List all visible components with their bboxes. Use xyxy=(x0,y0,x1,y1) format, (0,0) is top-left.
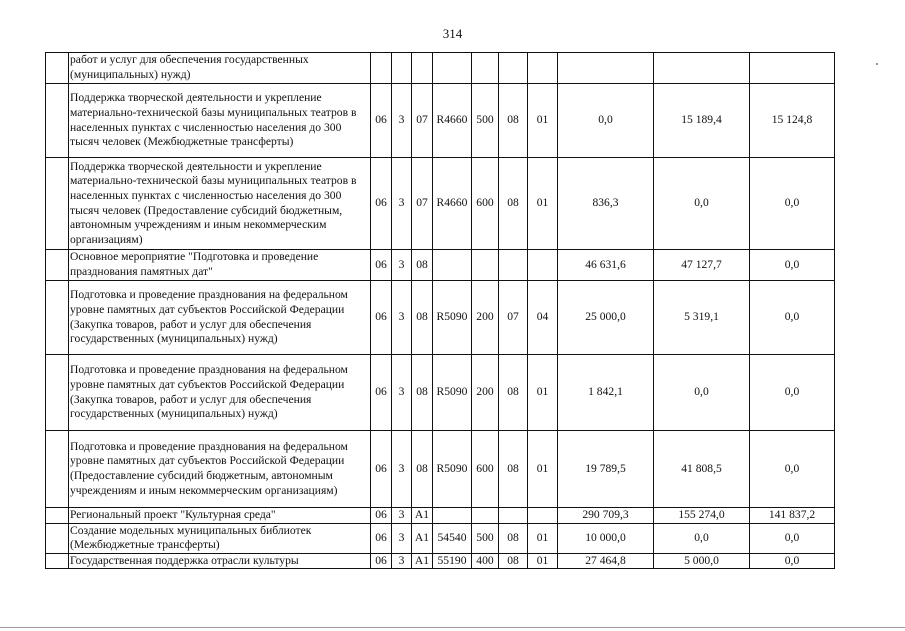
table-row xyxy=(46,281,835,355)
direction-cell xyxy=(433,508,472,524)
expense-type-cell xyxy=(472,250,499,281)
subsection-cell: 01 xyxy=(528,84,558,158)
subprogram-cell xyxy=(392,53,412,84)
table-row xyxy=(46,431,835,508)
year3-amount-cell xyxy=(750,53,835,84)
row-name-cell: Государственная поддержка отрасли культуры xyxy=(69,553,371,569)
year3-amount-cell: 0,0 xyxy=(750,523,835,553)
section-cell xyxy=(499,250,528,281)
scan-speck xyxy=(876,63,878,65)
direction-cell: R5090 xyxy=(433,431,472,508)
year2-amount-cell: 0,0 xyxy=(654,523,750,553)
grbs-cell: 06 xyxy=(371,431,392,508)
program-cell xyxy=(412,53,433,84)
section-cell xyxy=(499,508,528,524)
expense-type-cell xyxy=(472,508,499,524)
year1-amount-cell: 836,3 xyxy=(558,158,654,250)
row-name-cell: Подготовка и проведение празднования на федеральном уровне памятных дат субъектов Российской Федерации (Закупка товаров, работ и услуг для обеспечения государственных (муниципальных) нужд) xyxy=(69,355,371,431)
year3-amount-cell: 0,0 xyxy=(750,553,835,569)
year1-amount-cell: 290 709,3 xyxy=(558,508,654,524)
subsection-cell: 01 xyxy=(528,523,558,553)
year2-amount-cell: 5 319,1 xyxy=(654,281,750,355)
grbs-cell xyxy=(371,53,392,84)
subprogram-cell: 3 xyxy=(392,250,412,281)
table-row xyxy=(46,53,835,84)
program-cell: 07 xyxy=(412,158,433,250)
row-name-cell: Региональный проект "Культурная среда" xyxy=(69,508,371,524)
year1-amount-cell: 0,0 xyxy=(558,84,654,158)
left-margin-cell xyxy=(46,553,69,569)
subsection-cell: 04 xyxy=(528,281,558,355)
subprogram-cell: 3 xyxy=(392,553,412,569)
subsection-cell xyxy=(528,250,558,281)
subprogram-cell: 3 xyxy=(392,281,412,355)
grbs-cell: 06 xyxy=(371,523,392,553)
year2-amount-cell xyxy=(654,53,750,84)
grbs-cell: 06 xyxy=(371,355,392,431)
program-cell: 08 xyxy=(412,431,433,508)
year3-amount-cell: 141 837,2 xyxy=(750,508,835,524)
left-margin-cell xyxy=(46,84,69,158)
subprogram-cell: 3 xyxy=(392,523,412,553)
grbs-cell: 06 xyxy=(371,158,392,250)
program-cell: A1 xyxy=(412,523,433,553)
subsection-cell xyxy=(528,508,558,524)
program-cell: A1 xyxy=(412,508,433,524)
direction-cell: R4660 xyxy=(433,158,472,250)
direction-cell: R5090 xyxy=(433,281,472,355)
section-cell: 08 xyxy=(499,523,528,553)
year3-amount-cell: 0,0 xyxy=(750,431,835,508)
year3-amount-cell: 0,0 xyxy=(750,158,835,250)
grbs-cell: 06 xyxy=(371,281,392,355)
page-number: 314 xyxy=(442,26,463,41)
year2-amount-cell: 15 189,4 xyxy=(654,84,750,158)
subprogram-cell: 3 xyxy=(392,431,412,508)
program-cell: A1 xyxy=(412,553,433,569)
grbs-cell: 06 xyxy=(371,250,392,281)
direction-cell: R5090 xyxy=(433,355,472,431)
year3-amount-cell: 15 124,8 xyxy=(750,84,835,158)
table-row xyxy=(46,508,835,524)
year1-amount-cell: 1 842,1 xyxy=(558,355,654,431)
grbs-cell: 06 xyxy=(371,84,392,158)
row-name-cell: работ и услуг для обеспечения государственных (муниципальных) нужд) xyxy=(69,53,371,84)
program-cell: 07 xyxy=(412,84,433,158)
row-name-cell: Подготовка и проведение празднования на федеральном уровне памятных дат субъектов Российской Федерации (Закупка товаров, работ и услуг для обеспечения государственных (муниципальных) нужд) xyxy=(69,281,371,355)
left-margin-cell xyxy=(46,508,69,524)
expense-type-cell: 400 xyxy=(472,553,499,569)
left-margin-cell xyxy=(46,431,69,508)
row-name-cell: Поддержка творческой деятельности и укрепление материально-технической базы муниципальных театров в населенных пунктах с численностью населения до 300 тысяч человек (Предоставление субсидий бюджетным, автономным учреждениям и иным некоммерческим организациям) xyxy=(69,158,371,250)
subprogram-cell: 3 xyxy=(392,355,412,431)
left-margin-cell xyxy=(46,158,69,250)
year1-amount-cell: 46 631,6 xyxy=(558,250,654,281)
year2-amount-cell: 0,0 xyxy=(654,355,750,431)
direction-cell: 55190 xyxy=(433,553,472,569)
table-row xyxy=(46,355,835,431)
table-row xyxy=(46,250,835,281)
row-name-cell: Поддержка творческой деятельности и укрепление материально-технической базы муниципальных театров в населенных пунктах с численностью населения до 300 тысяч человек (Межбюджетные трансферты) xyxy=(69,84,371,158)
year1-amount-cell: 27 464,8 xyxy=(558,553,654,569)
expense-type-cell: 600 xyxy=(472,431,499,508)
section-cell xyxy=(499,53,528,84)
section-cell: 08 xyxy=(499,431,528,508)
grbs-cell: 06 xyxy=(371,553,392,569)
year2-amount-cell: 41 808,5 xyxy=(654,431,750,508)
section-cell: 08 xyxy=(499,355,528,431)
direction-cell: 54540 xyxy=(433,523,472,553)
table-row xyxy=(46,158,835,250)
year3-amount-cell: 0,0 xyxy=(750,281,835,355)
section-cell: 08 xyxy=(499,84,528,158)
expense-type-cell: 200 xyxy=(472,355,499,431)
table-row xyxy=(46,523,835,553)
section-cell: 08 xyxy=(499,158,528,250)
program-cell: 08 xyxy=(412,355,433,431)
left-margin-cell xyxy=(46,281,69,355)
year1-amount-cell xyxy=(558,53,654,84)
expense-type-cell: 600 xyxy=(472,158,499,250)
bottom-rule xyxy=(0,627,905,628)
left-margin-cell xyxy=(46,523,69,553)
section-cell: 08 xyxy=(499,553,528,569)
year2-amount-cell: 0,0 xyxy=(654,158,750,250)
expense-type-cell xyxy=(472,53,499,84)
subprogram-cell: 3 xyxy=(392,84,412,158)
left-margin-cell xyxy=(46,250,69,281)
section-cell: 07 xyxy=(499,281,528,355)
left-margin-cell xyxy=(46,355,69,431)
direction-cell xyxy=(433,53,472,84)
table-row xyxy=(46,84,835,158)
grbs-cell: 06 xyxy=(371,508,392,524)
year1-amount-cell: 25 000,0 xyxy=(558,281,654,355)
row-name-cell: Основное мероприятие "Подготовка и проведение празднования памятных дат" xyxy=(69,250,371,281)
year1-amount-cell: 10 000,0 xyxy=(558,523,654,553)
year3-amount-cell: 0,0 xyxy=(750,250,835,281)
expense-type-cell: 500 xyxy=(472,84,499,158)
direction-cell xyxy=(433,250,472,281)
year2-amount-cell: 155 274,0 xyxy=(654,508,750,524)
year2-amount-cell: 5 000,0 xyxy=(654,553,750,569)
subsection-cell: 01 xyxy=(528,158,558,250)
year2-amount-cell: 47 127,7 xyxy=(654,250,750,281)
expense-type-cell: 200 xyxy=(472,281,499,355)
subsection-cell: 01 xyxy=(528,553,558,569)
subsection-cell: 01 xyxy=(528,355,558,431)
subprogram-cell: 3 xyxy=(392,158,412,250)
row-name-cell: Создание модельных муниципальных библиотек (Межбюджетные трансферты) xyxy=(69,523,371,553)
table-row xyxy=(46,553,835,569)
expense-type-cell: 500 xyxy=(472,523,499,553)
year1-amount-cell: 19 789,5 xyxy=(558,431,654,508)
row-name-cell: Подготовка и проведение празднования на федеральном уровне памятных дат субъектов Российской Федерации (Предоставление субсидий бюджетным, автономным учреждениям и иным некоммерческим организациям) xyxy=(69,431,371,508)
subprogram-cell: 3 xyxy=(392,508,412,524)
year3-amount-cell: 0,0 xyxy=(750,355,835,431)
subsection-cell xyxy=(528,53,558,84)
subsection-cell: 01 xyxy=(528,431,558,508)
direction-cell: R4660 xyxy=(433,84,472,158)
budget-table xyxy=(45,52,835,569)
left-margin-cell xyxy=(46,53,69,84)
program-cell: 08 xyxy=(412,250,433,281)
program-cell: 08 xyxy=(412,281,433,355)
